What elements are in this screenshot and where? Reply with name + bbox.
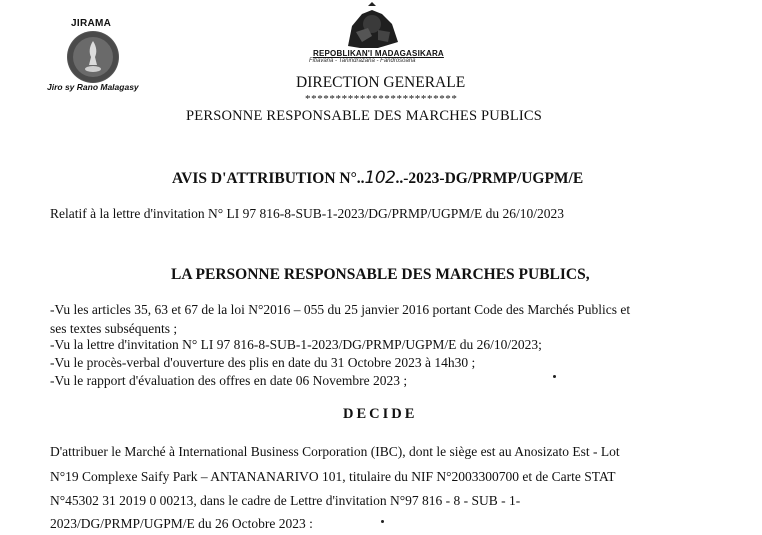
vu-item: -Vu le procès-verbal d'ouverture des plis en date du 31 Octobre 2023 à 14h30 ; bbox=[50, 355, 476, 370]
decision-line: N°19 Complexe Saify Park – ANTANANARIVO 101, titulaire du NIF N°2003300700 et de Carte STAT bbox=[50, 469, 616, 484]
republic-name: REPOBLIKAN'I MADAGASIKARA bbox=[313, 49, 444, 58]
direction-generale: DIRECTION GENERALE bbox=[296, 74, 466, 91]
avis-prefix: AVIS D'ATTRIBUTION N°.. bbox=[172, 170, 365, 187]
prmp-header: PERSONNE RESPONSABLE DES MARCHES PUBLICS bbox=[186, 108, 543, 124]
avis-title bbox=[172, 168, 583, 188]
vu-item: -Vu la lettre d'invitation N° LI 97 816-8-SUB-1-2023/DG/PRMP/UGPM/E du 26/10/2023; bbox=[50, 337, 542, 352]
stars-divider: ************************* bbox=[305, 93, 458, 105]
jirama-emblem-drawing bbox=[67, 31, 119, 83]
republic-motto: Fitiavana - Tanindrazana - Fandrosoana bbox=[309, 58, 416, 64]
decision-line: 2023/DG/PRMP/UGPM/E du 26 Octobre 2023 : bbox=[50, 516, 313, 531]
relatif-line: Relatif à la lettre d'invitation N° LI 97 816-8-SUB-1-2023/DG/PRMP/UGPM/E du 26/10/2023 bbox=[50, 206, 565, 221]
emblem-drawing bbox=[338, 2, 406, 52]
decision-line: N°45302 31 2019 0 00213, dans le cadre de Lettre d'invitation N°97 816 - 8 - SUB - 1- bbox=[50, 493, 521, 508]
avis-number-handwritten: 102 bbox=[364, 168, 396, 188]
vu-item: -Vu les articles 35, 63 et 67 de la loi N°2016 – 055 du 25 janvier 2016 portant Code des Marchés Publics et bbox=[50, 302, 631, 317]
decision-line: D'attribuer le Marché à International Business Corporation (IBC), dont le siège est au Anosizato Est - Lot bbox=[50, 444, 620, 459]
avis-suffix: ..-2023-DG/PRMP/UGPM/E bbox=[395, 170, 584, 187]
vu-item: -Vu le rapport d'évaluation des offres en date 06 Novembre 2023 ; bbox=[50, 373, 408, 388]
prmp-title: LA PERSONNE RESPONSABLE DES MARCHES PUBLICS, bbox=[171, 266, 590, 283]
stray-dot bbox=[553, 375, 556, 378]
republic-emblem-icon bbox=[338, 2, 406, 52]
vu-item: ses textes subséquents ; bbox=[50, 321, 178, 336]
jirama-slogan: Jiro sy Rano Malagasy bbox=[47, 82, 139, 92]
decide-heading: DECIDE bbox=[343, 406, 418, 422]
stray-dot bbox=[381, 520, 384, 523]
jirama-name: JIRAMA bbox=[71, 18, 112, 29]
jirama-logo-icon bbox=[67, 31, 119, 83]
